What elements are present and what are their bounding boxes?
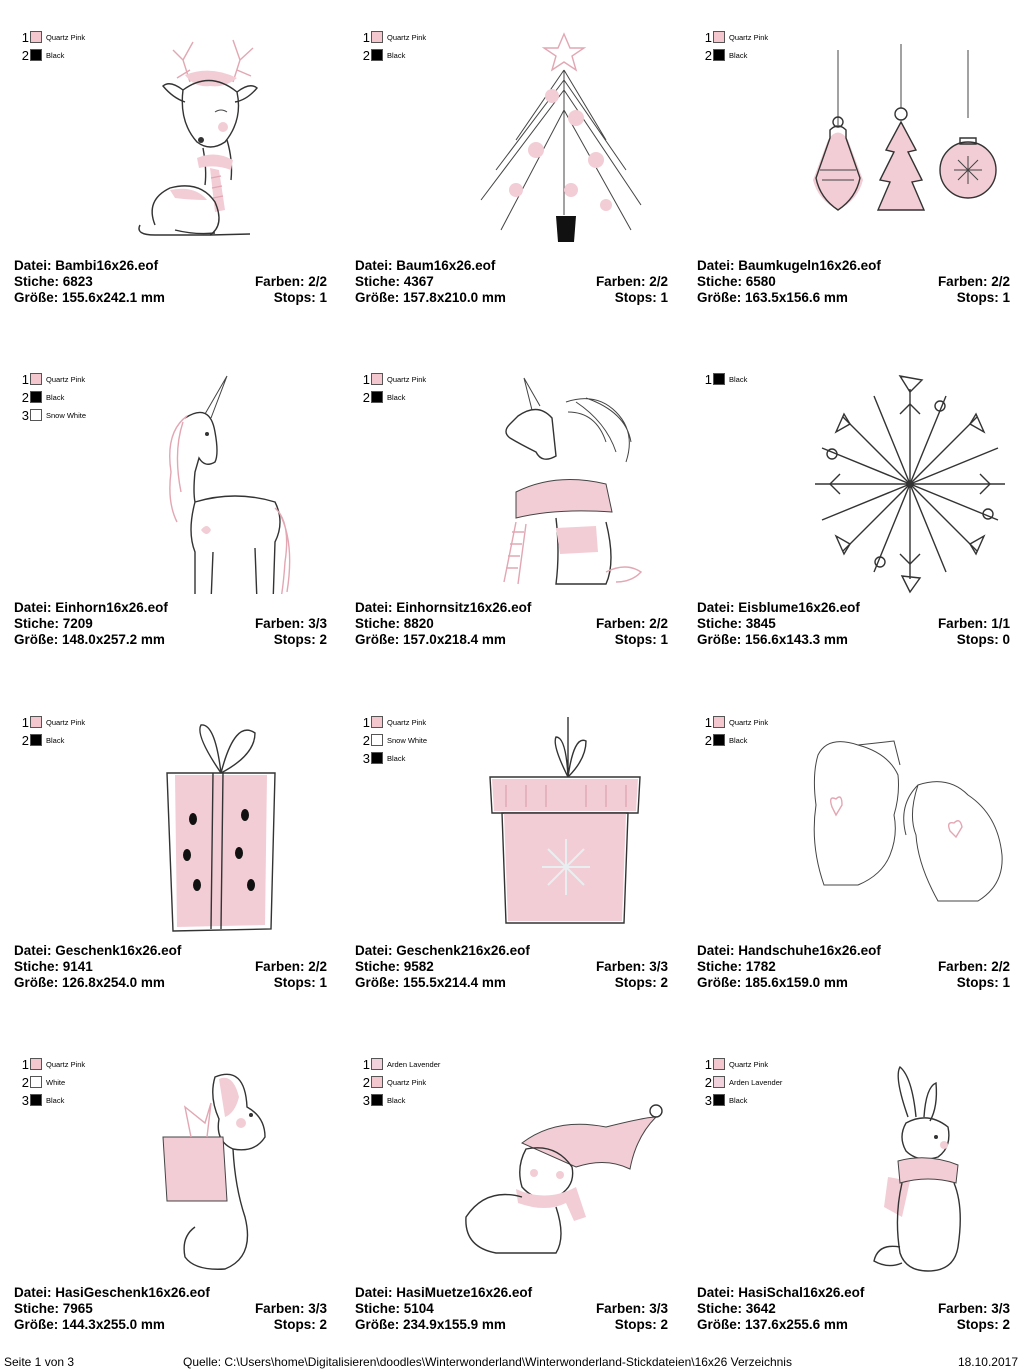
thread-number: 1 (704, 714, 712, 730)
thread-number: 1 (362, 29, 370, 45)
thread-number: 2 (362, 1074, 370, 1090)
file-name: Datei: HasiGeschenk16x26.eof (14, 1285, 210, 1300)
thread-swatch (371, 752, 383, 764)
thread-name: Black (387, 50, 406, 60)
thread-number: 2 (362, 47, 370, 63)
design-info: Datei: HasiSchal16x26.eof Stiche: 3642 Farben: 3/3 Größe: 137.6x255.6 mm Stops: 2 (697, 1285, 1010, 1332)
thread-name: Arden Lavender (729, 1077, 783, 1087)
stitch-count: 3845 (745, 616, 776, 631)
file-name: Datei: HasiSchal16x26.eof (697, 1285, 865, 1300)
stop-count: 2 (1002, 1317, 1010, 1332)
design-size: 155.5x214.4 mm (403, 975, 506, 990)
color-count: 3/3 (308, 1301, 327, 1316)
design-info: Datei: Geschenk216x26.eof Stiche: 9582 Farben: 3/3 Größe: 155.5x214.4 mm Stops: 2 (355, 943, 668, 990)
thread-number: 1 (21, 714, 29, 730)
stitch-count: 7965 (62, 1301, 93, 1316)
design-card-baum (341, 0, 683, 342)
thread-swatch (30, 31, 42, 43)
thread-number: 3 (21, 407, 29, 423)
thread-swatch (371, 1076, 383, 1088)
thread-name: White (46, 1077, 66, 1087)
file-name: Datei: Baumkugeln16x26.eof (697, 258, 881, 273)
color-count: 3/3 (308, 616, 327, 631)
thread-swatch (30, 391, 42, 403)
thread-swatch (713, 1076, 725, 1088)
thread-legend (701, 713, 768, 749)
thread-number: 2 (21, 732, 29, 748)
thread-swatch (30, 1094, 42, 1106)
color-count: 2/2 (308, 959, 327, 974)
thread-number: 1 (704, 371, 712, 387)
stitch-count: 6580 (745, 274, 776, 289)
thread-number: 2 (21, 47, 29, 63)
file-name: Datei: Geschenk216x26.eof (355, 943, 530, 958)
stop-count: 1 (660, 632, 668, 647)
file-name: Datei: Einhornsitz16x26.eof (355, 600, 532, 615)
design-card-handschuhe (683, 685, 1024, 1027)
thread-swatch (371, 1058, 383, 1070)
design-info: Datei: Baumkugeln16x26.eof Stiche: 6580 Farben: 2/2 Größe: 163.5x156.6 mm Stops: 1 (697, 258, 1010, 305)
color-count: 2/2 (991, 959, 1010, 974)
thread-swatch (371, 716, 383, 728)
thread-swatch (371, 31, 383, 43)
thread-number: 1 (362, 714, 370, 730)
stitch-count: 9582 (403, 959, 434, 974)
stitch-count: 8820 (403, 616, 434, 631)
thread-row (18, 388, 86, 406)
thread-swatch (371, 1094, 383, 1106)
stitch-count: 6823 (62, 274, 93, 289)
stitch-count: 3642 (745, 1301, 776, 1316)
thread-name: Quartz Pink (46, 374, 86, 384)
thread-swatch (371, 391, 383, 403)
design-card-bambi (0, 0, 342, 342)
thread-name: Black (46, 735, 65, 745)
thread-number: 1 (21, 371, 29, 387)
thread-number: 3 (21, 1092, 29, 1108)
stop-count: 0 (1002, 632, 1010, 647)
thread-name: Snow White (387, 735, 428, 745)
thread-swatch (30, 1076, 42, 1088)
file-name: Datei: Handschuhe16x26.eof (697, 943, 881, 958)
thread-row (701, 713, 768, 731)
thread-swatch (30, 1058, 42, 1070)
design-card-einhorn (0, 342, 342, 684)
thread-name: Black (387, 1095, 406, 1105)
design-info: Datei: HasiGeschenk16x26.eof Stiche: 7965 Farben: 3/3 Größe: 144.3x255.0 mm Stops: 2 (14, 1285, 327, 1332)
source-path: Quelle: C:\Users\home\Digitalisieren\doodles\Winterwonderland\Winterwonderland-Stickdateien\16x26 Verzeichnis (183, 1355, 792, 1369)
thread-legend (701, 1055, 782, 1109)
design-card-einhornsitz (341, 342, 683, 684)
design-size: 137.6x255.6 mm (745, 1317, 848, 1332)
thread-swatch (713, 716, 725, 728)
thread-row (701, 1073, 782, 1091)
stop-count: 2 (660, 1317, 668, 1332)
thread-number: 2 (704, 47, 712, 63)
thread-swatch (713, 734, 725, 746)
stop-count: 2 (319, 1317, 327, 1332)
thread-number: 1 (21, 1056, 29, 1072)
thread-number: 1 (21, 29, 29, 45)
design-card-eisblume (683, 342, 1024, 684)
stitch-count: 4367 (403, 274, 434, 289)
page-number: Seite 1 von 3 (4, 1355, 75, 1369)
design-info: Datei: Eisblume16x26.eof Stiche: 3845 Farben: 1/1 Größe: 156.6x143.3 mm Stops: 0 (697, 600, 1010, 647)
thread-swatch (30, 734, 42, 746)
thread-name: Quartz Pink (729, 1059, 769, 1069)
color-count: 3/3 (649, 1301, 668, 1316)
stop-count: 1 (319, 975, 327, 990)
snowflake-icon (798, 372, 1018, 594)
thread-legend (359, 1055, 440, 1109)
design-card-hasigeschenk (0, 1027, 342, 1369)
thread-number: 1 (362, 1056, 370, 1072)
design-size: 126.8x254.0 mm (62, 975, 165, 990)
design-card-hasischal (683, 1027, 1024, 1369)
color-count: 2/2 (649, 616, 668, 631)
file-name: Datei: HasiMuetze16x26.eof (355, 1285, 533, 1300)
thread-row (359, 370, 426, 388)
design-size: 144.3x255.0 mm (62, 1317, 165, 1332)
thread-number: 1 (704, 29, 712, 45)
christmas-tree-icon (456, 30, 676, 252)
file-name: Datei: Eisblume16x26.eof (697, 600, 860, 615)
thread-name: Quartz Pink (387, 32, 427, 42)
thread-number: 2 (362, 389, 370, 405)
thread-name: Quartz Pink (387, 717, 427, 727)
thread-name: Black (729, 1095, 748, 1105)
thread-row (18, 1073, 85, 1091)
stop-count: 1 (319, 290, 327, 305)
color-count: 3/3 (991, 1301, 1010, 1316)
thread-number: 1 (362, 371, 370, 387)
thread-row (18, 370, 86, 388)
thread-row (359, 731, 427, 749)
thread-number: 2 (21, 1074, 29, 1090)
thread-legend (359, 28, 426, 64)
thread-legend (18, 1055, 85, 1109)
design-size: 155.6x242.1 mm (62, 290, 165, 305)
sitting-unicorn-icon (456, 372, 676, 594)
design-size: 156.6x143.3 mm (745, 632, 848, 647)
thread-number: 3 (704, 1092, 712, 1108)
thread-swatch (713, 373, 725, 385)
thread-row (701, 1091, 782, 1109)
thread-row (359, 749, 427, 767)
thread-row (18, 406, 86, 424)
design-card-hasimuetze (341, 1027, 683, 1369)
thread-row (701, 731, 768, 749)
thread-name: Quartz Pink (46, 32, 86, 42)
thread-swatch (371, 373, 383, 385)
thread-swatch (713, 31, 725, 43)
stitch-count: 5104 (403, 1301, 434, 1316)
thread-name: Arden Lavender (387, 1059, 441, 1069)
thread-row (18, 731, 85, 749)
color-count: 2/2 (991, 274, 1010, 289)
design-card-geschenk (0, 685, 342, 1027)
design-card-baumkugeln (683, 0, 1024, 342)
thread-legend (359, 370, 426, 406)
file-name: Datei: Geschenk16x26.eof (14, 943, 182, 958)
thread-name: Quartz Pink (387, 374, 427, 384)
page-footer (0, 1352, 1024, 1370)
thread-legend (701, 28, 768, 64)
mittens-icon (798, 715, 1018, 937)
bunny-scarf-icon (798, 1057, 1018, 1279)
color-count: 2/2 (649, 274, 668, 289)
design-card-geschenk2 (341, 685, 683, 1027)
stitch-count: 1782 (745, 959, 776, 974)
file-name: Datei: Baum16x26.eof (355, 258, 496, 273)
thread-legend (18, 370, 86, 424)
thread-row (18, 713, 85, 731)
thread-swatch (30, 373, 42, 385)
thread-legend (359, 713, 427, 767)
thread-name: Black (387, 392, 406, 402)
unicorn-icon (115, 372, 335, 594)
print-date: 18.10.2017 (957, 1355, 1018, 1369)
thread-name: Quartz Pink (46, 1059, 86, 1069)
deer-icon (115, 30, 335, 252)
thread-name: Quartz Pink (46, 717, 86, 727)
file-name: Datei: Bambi16x26.eof (14, 258, 159, 273)
stop-count: 2 (660, 975, 668, 990)
thread-row (701, 370, 747, 388)
thread-row (18, 1055, 85, 1073)
thread-name: Quartz Pink (387, 1077, 427, 1087)
thread-name: Black (729, 50, 748, 60)
gift-box-icon (456, 715, 676, 937)
thread-row (701, 28, 768, 46)
design-size: 234.9x155.9 mm (403, 1317, 506, 1332)
thread-number: 2 (362, 732, 370, 748)
design-info: Datei: Bambi16x26.eof Stiche: 6823 Farben: 2/2 Größe: 155.6x242.1 mm Stops: 1 (14, 258, 327, 305)
stop-count: 1 (660, 290, 668, 305)
thread-legend (701, 370, 747, 388)
stop-count: 2 (319, 632, 327, 647)
stitch-count: 9141 (62, 959, 93, 974)
thread-name: Black (729, 374, 748, 384)
thread-number: 2 (704, 732, 712, 748)
color-count: 2/2 (308, 274, 327, 289)
thread-swatch (371, 734, 383, 746)
thread-legend (18, 713, 85, 749)
thread-name: Black (46, 1095, 65, 1105)
thread-row (359, 28, 426, 46)
thread-row (18, 1091, 85, 1109)
thread-swatch (713, 49, 725, 61)
design-info: Datei: HasiMuetze16x26.eof Stiche: 5104 Farben: 3/3 Größe: 234.9x155.9 mm Stops: 2 (355, 1285, 668, 1332)
design-info: Datei: Baum16x26.eof Stiche: 4367 Farben: 2/2 Größe: 157.8x210.0 mm Stops: 1 (355, 258, 668, 305)
stitch-count: 7209 (62, 616, 93, 631)
thread-number: 3 (362, 1092, 370, 1108)
design-info: Datei: Einhornsitz16x26.eof Stiche: 8820 Farben: 2/2 Größe: 157.0x218.4 mm Stops: 1 (355, 600, 668, 647)
design-size: 163.5x156.6 mm (745, 290, 848, 305)
thread-number: 2 (21, 389, 29, 405)
thread-row (18, 46, 85, 64)
thread-swatch (713, 1094, 725, 1106)
thread-name: Quartz Pink (729, 717, 769, 727)
thread-number: 1 (704, 1056, 712, 1072)
thread-row (359, 713, 427, 731)
thread-swatch (30, 716, 42, 728)
thread-name: Quartz Pink (729, 32, 769, 42)
thread-legend (18, 28, 85, 64)
design-info: Datei: Einhorn16x26.eof Stiche: 7209 Farben: 3/3 Größe: 148.0x257.2 mm Stops: 2 (14, 600, 327, 647)
thread-row (359, 1073, 440, 1091)
thread-name: Black (729, 735, 748, 745)
thread-name: Black (46, 50, 65, 60)
thread-row (701, 46, 768, 64)
thread-row (701, 1055, 782, 1073)
thread-row (359, 46, 426, 64)
stop-count: 1 (1002, 290, 1010, 305)
thread-number: 3 (362, 750, 370, 766)
thread-row (18, 28, 85, 46)
bunny-gift-icon (115, 1057, 335, 1279)
design-size: 185.6x159.0 mm (745, 975, 848, 990)
thread-row (359, 1091, 440, 1109)
thread-swatch (371, 49, 383, 61)
thread-name: Black (46, 392, 65, 402)
design-size: 157.0x218.4 mm (403, 632, 506, 647)
color-count: 1/1 (991, 616, 1010, 631)
thread-name: Black (387, 753, 406, 763)
color-count: 3/3 (649, 959, 668, 974)
stop-count: 1 (1002, 975, 1010, 990)
thread-swatch (30, 49, 42, 61)
design-size: 148.0x257.2 mm (62, 632, 165, 647)
gift-icon (115, 715, 335, 937)
thread-row (359, 1055, 440, 1073)
ornaments-icon (798, 30, 1018, 252)
bunny-hat-icon (456, 1057, 676, 1279)
file-name: Datei: Einhorn16x26.eof (14, 600, 168, 615)
thread-swatch (30, 409, 42, 421)
design-info: Datei: Geschenk16x26.eof Stiche: 9141 Farben: 2/2 Größe: 126.8x254.0 mm Stops: 1 (14, 943, 327, 990)
design-size: 157.8x210.0 mm (403, 290, 506, 305)
design-info: Datei: Handschuhe16x26.eof Stiche: 1782 Farben: 2/2 Größe: 185.6x159.0 mm Stops: 1 (697, 943, 1010, 990)
thread-row (359, 388, 426, 406)
thread-swatch (713, 1058, 725, 1070)
thread-number: 2 (704, 1074, 712, 1090)
thread-name: Snow White (46, 410, 87, 420)
